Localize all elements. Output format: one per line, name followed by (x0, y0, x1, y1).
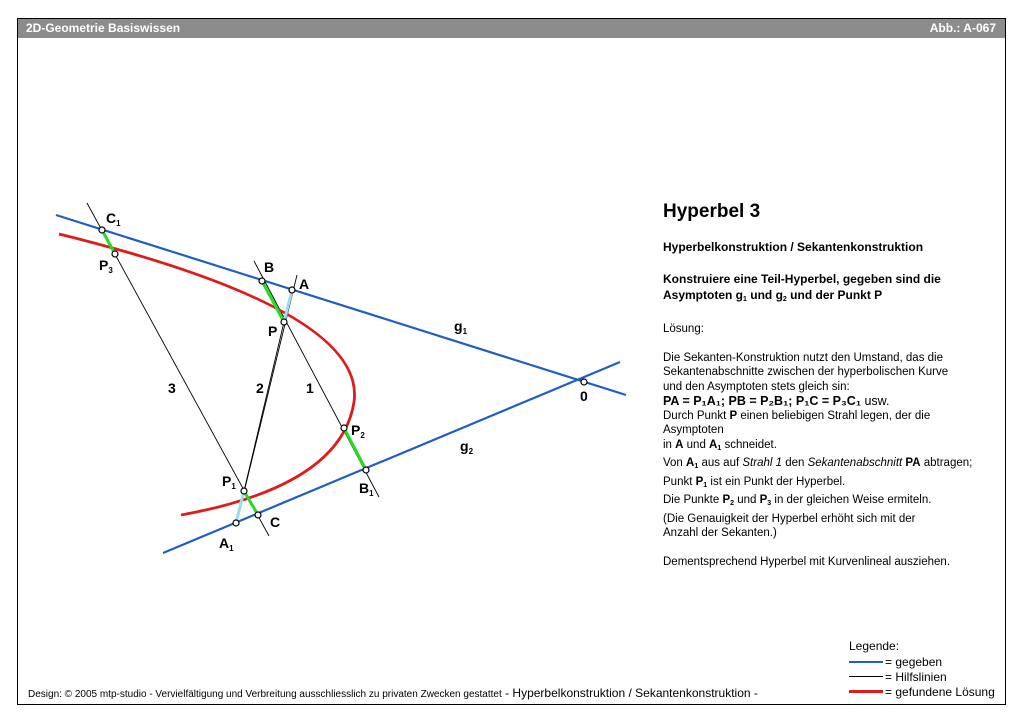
legend-title: Legende: (849, 639, 900, 653)
footer-credits: Design: © 2005 mtp-studio - Vervielfältigung und Verbreitung ausschliesslich zu privaten Zwecken gestattet (28, 689, 502, 700)
label-line-2: 2 (256, 380, 264, 396)
helper-segment-p-p1 (244, 322, 284, 491)
footer-topic: - Hyperbelkonstruktion / Sekantenkonstruktion - (501, 686, 758, 700)
text-line-3: und den Asymptoten stets gleich sin: (663, 380, 850, 393)
description-panel (663, 201, 993, 569)
label-c: C (270, 514, 281, 530)
legend-swatch-given (849, 661, 883, 663)
text-line-5: in A und $A_1$ schneidet. (663, 438, 777, 452)
legend-label-helper: = Hilfslinien (885, 669, 947, 684)
text-line-11: Dementsprechend Hyperbel mit Kurvenlineal ausziehen. (663, 555, 951, 568)
label-c1: $C_1$ (106, 210, 121, 228)
legend-label-solution: = gefundene Lösung (885, 684, 995, 699)
segment-p1-a1 (236, 491, 244, 523)
text-line-7: Punkt $P_1$ ist ein Punkt der Hyperbel. (663, 475, 846, 489)
point-c1 (99, 227, 105, 233)
legend-swatch-solution (849, 690, 883, 693)
hyperbola-curve (59, 234, 355, 515)
label-b: B (264, 259, 275, 275)
text-line-2: Sekantenabschnitte zwischen der hyperbolischen Kurve (663, 366, 949, 378)
asymptote-g2 (163, 362, 620, 553)
text-line-10: Anzahl der Sekanten.) (663, 527, 777, 539)
spacer (663, 541, 993, 555)
text-line-8: Die Punkte $P_2$ und $P_3$ in der gleichen Weise ermiteln. (663, 494, 932, 507)
formula: PA = P₁A₁; PB = P₂B₁; P₁C = P₃C₁ usw. (663, 394, 890, 408)
legend (849, 638, 995, 699)
legend-label-given: = gegeben (885, 654, 943, 669)
task-text (663, 271, 993, 308)
text-line-4: Durch Punkt P einen beliebigen Strahl legen, der die Asymptoten (663, 409, 931, 436)
legend-swatch-helper (849, 676, 883, 677)
panel-heading: Hyperbel 3 (663, 201, 761, 222)
point-a (289, 287, 295, 293)
point-p2 (341, 425, 347, 431)
label-p1: $P_1$ (222, 473, 236, 491)
point-b1 (363, 467, 369, 473)
label-origin: 0 (580, 388, 588, 404)
label-p3: $P_3$ (99, 257, 113, 275)
point-origin (581, 379, 587, 385)
text-line-9: (Die Genauigkeit der Hyperbel erhöht sich mit der (663, 512, 916, 525)
label-a: A (299, 276, 310, 292)
label-b1: $B_1$ (359, 480, 374, 498)
point-b (259, 278, 265, 284)
label-g1: $g_1$ (454, 318, 468, 336)
task-line-1: Konstruiere eine Teil-Hyperbel, gegeben sind die (663, 272, 941, 286)
task-line-2: Asymptoten $g_1$ und $g_2$ und der Punkt P (663, 288, 883, 303)
label-g2: $g_2$ (460, 438, 474, 456)
label-a1: $A_1$ (219, 535, 234, 553)
legend-row-given (849, 654, 995, 669)
header-title: 2D-Geometrie Basiswissen (26, 21, 181, 35)
label-p: P (268, 323, 278, 339)
solution-label: Lösung: (663, 323, 704, 335)
point-p3 (112, 251, 118, 257)
legend-row-solution (849, 684, 995, 699)
asymptote-g1 (56, 215, 626, 395)
point-p (281, 319, 287, 325)
text-line-6: Von $A_1$ aus auf Strahl 1 den Sekantenabschnitt PA abtragen; (663, 457, 973, 470)
point-c (255, 512, 261, 518)
point-p1 (241, 488, 247, 494)
figure-id: Abb.: A-067 (929, 21, 996, 35)
legend-row-helper (849, 669, 995, 684)
label-line-1: 1 (306, 380, 314, 396)
footer (28, 686, 758, 700)
label-p2: $P_2$ (351, 422, 365, 440)
label-line-3: 3 (168, 380, 176, 396)
panel-subheading: Hyperbelkonstruktion / Sekantenkonstruktion (663, 239, 924, 254)
point-a1 (233, 520, 239, 526)
text-line-1: Die Sekanten-Konstruktion nutzt den Umstand, das die (663, 351, 943, 364)
